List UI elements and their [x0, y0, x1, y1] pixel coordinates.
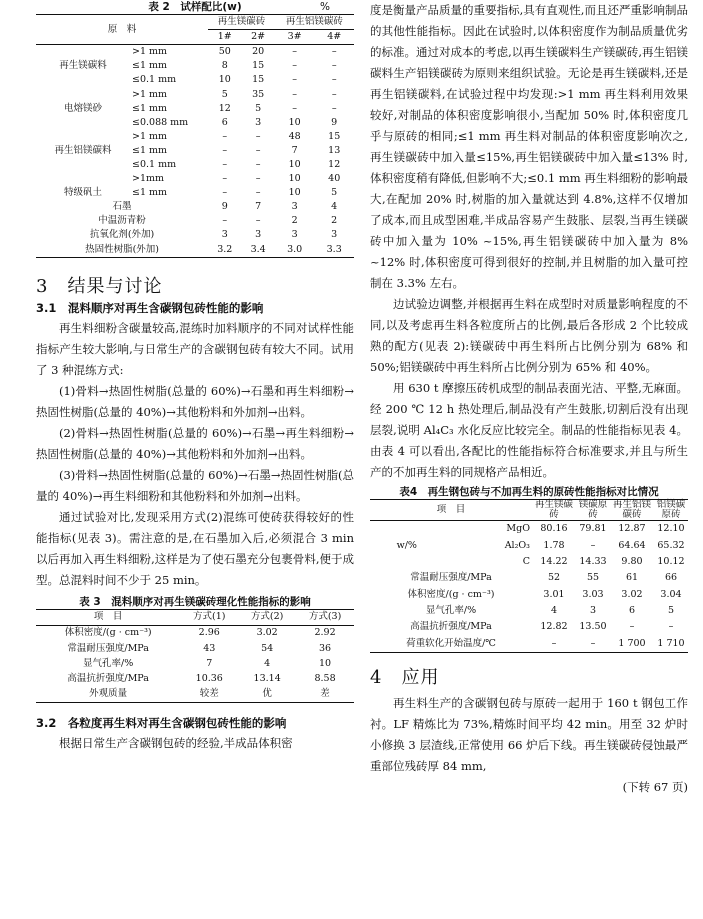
section4-para: 再生料生产的含碳钢包砖与原砖一起用于 160 t 钢包工作衬。LF 精炼比为 73%,精炼时间平均 42 min。用至 32 炉时小修换 3 层渣线,正常使用 66 炉后下线。再生镁碳砖侵蚀最严重部位残砖厚 84 mm, [370, 696, 688, 774]
table2-row [36, 87, 354, 101]
t4-header: 再生镁碳砖 [534, 499, 573, 520]
section32-para: 根据日常生产含碳钢包砖的经验,半成品体积密 [59, 735, 293, 750]
t3-item: 体积密度/(g · cm⁻³) [64, 627, 152, 639]
t3-header: 项 目 [93, 611, 123, 623]
t4-value: 65.32 [657, 539, 685, 551]
t3-value: 10 [319, 657, 332, 669]
table2-row [36, 172, 354, 186]
table3-row [36, 687, 354, 703]
table3-row [36, 625, 354, 641]
t4-value: 12.10 [657, 523, 685, 535]
t2-value: 5 [221, 88, 228, 100]
t2-size: ≤0.1 mm [132, 74, 177, 86]
left-column [36, 0, 354, 754]
t2-material [36, 130, 130, 144]
t2-value: 12 [328, 159, 341, 170]
t2-value: – [255, 173, 261, 185]
table2-caption: 表 2 试样配比(w) % [148, 1, 330, 13]
t4-value: 61 [625, 572, 639, 584]
t2-value: 15 [328, 130, 341, 142]
t2-value: – [331, 102, 337, 114]
t4-value: 14.22 [540, 555, 568, 567]
t2-material: 热固性树脂(外加) [85, 243, 159, 255]
t2-value: 3 [255, 229, 262, 241]
t2-value: 10 [288, 173, 301, 185]
section32-title: 3.2 各粒度再生料对再生含碳钢包砖性能的影响 [36, 715, 287, 730]
table2-row [36, 144, 354, 158]
t4-value: – [590, 637, 596, 649]
t4-header: 镁碳原砖 [578, 499, 608, 520]
right-para3: 用 630 t 摩擦压砖机成型的制品表面光洁、平整,无麻面。经 200 ℃ 12 h 热处理后,制品没有产生鼓胀,切割后没有出现层裂,说明 Al₄C₃ 水化反应比较完全。制品的性能指标见表 4。由表 4 可以看出,各配比的性能指标符合标准要求,并且与所生产的不加再生料的同规格产品相近。 [370, 381, 688, 479]
t2-header-sample: 3# [287, 31, 302, 43]
t2-size: ≤1 mm [132, 144, 168, 156]
t2-material: 特级矾土 [63, 187, 102, 199]
t4-item: 常温耐压强度/MPa [410, 572, 492, 584]
table2-row [36, 116, 354, 130]
t3-value: 2.92 [314, 627, 336, 639]
right-column [370, 0, 688, 795]
t3-value: 54 [261, 642, 274, 654]
t2-value: – [255, 215, 261, 227]
t2-value: 15 [252, 74, 265, 86]
t2-material: 再生铝镁碳料 [54, 144, 112, 156]
t4-sub: C [522, 555, 530, 567]
t2-material: 中温沥青粉 [98, 215, 146, 227]
t2-value: 3.3 [326, 243, 342, 255]
table4-caption: 表4 再生钢包砖与不加再生料的原砖性能指标对比情况 [399, 486, 659, 498]
table3-row [36, 641, 354, 656]
t3-value: 43 [203, 642, 216, 654]
t2-value: – [331, 46, 337, 58]
t2-value: – [222, 215, 228, 227]
t2-value: 48 [288, 130, 301, 142]
t2-value: 3 [291, 229, 298, 241]
mix-method-1: (1)骨料→热固性树脂(总量的 60%)→石墨和再生料细粉→热固性树脂(总量的 40%)→其他粉料和外加剂→出料。 [36, 383, 354, 419]
t4-value: 3.02 [621, 588, 643, 600]
table2-row [36, 158, 354, 172]
t2-value: 3 [255, 116, 262, 128]
t2-size: ≤0.088 mm [132, 116, 189, 128]
t4-value: 1 710 [657, 637, 685, 649]
t4-value: 10.12 [657, 555, 685, 567]
table3-row [36, 656, 354, 671]
t2-value: 3 [221, 229, 228, 241]
table3-caption: 表 3 混料顺序对再生镁碳砖理化性能指标的影响 [79, 595, 311, 608]
t3-value: 10.36 [195, 672, 223, 684]
t3-value: 7 [206, 657, 213, 669]
t4-value: 64.64 [618, 539, 646, 551]
t2-value: 3 [331, 229, 338, 241]
table4-row [370, 619, 688, 635]
t2-size: ≤0.1 mm [132, 159, 177, 170]
t4-sub: Al₂O₃ [504, 539, 530, 551]
t2-value: – [222, 144, 228, 156]
t2-header-sample: 4# [327, 31, 342, 43]
t2-size: >1 mm [132, 130, 168, 142]
t4-value: – [590, 539, 596, 551]
table4-row [370, 603, 688, 619]
t2-value: 9 [331, 116, 338, 128]
t4-item: 高温抗折强度/MPa [410, 621, 492, 633]
t2-value: 40 [328, 173, 341, 185]
t2-header-sample: 2# [251, 31, 266, 43]
table4-row [370, 554, 688, 570]
t4-value: 12.87 [618, 523, 646, 535]
table4 [370, 499, 688, 653]
t2-value: – [331, 74, 337, 86]
t2-material [36, 87, 130, 101]
t2-value: – [255, 130, 261, 142]
t3-value: 优 [262, 688, 272, 700]
t2-value: – [222, 187, 228, 199]
t3-item: 常温耐压强度/MPa [67, 642, 149, 654]
t3-value: 差 [320, 688, 330, 700]
t2-value: 2 [291, 215, 298, 227]
t2-material [36, 158, 130, 172]
t4-value: 55 [586, 572, 600, 584]
table2-unit: % [320, 1, 330, 13]
continued-note: (下转 67 页) [622, 780, 688, 795]
table4-body [370, 520, 688, 652]
t2-value: – [292, 60, 297, 72]
table2-row [36, 102, 354, 116]
t3-header: 方式(1) [193, 611, 226, 623]
t2-size: >1mm [132, 173, 165, 185]
t2-value: 3 [291, 201, 298, 213]
t4-value: – [551, 637, 557, 649]
t2-value: – [331, 60, 337, 72]
table3-body [36, 625, 354, 702]
section3-title: 3 结果与讨论 [36, 275, 163, 297]
t3-value: 2.96 [198, 627, 220, 639]
section4-title: 4 应用 [370, 667, 440, 689]
t2-value: – [222, 159, 228, 170]
t2-size: ≤1 mm [132, 187, 168, 199]
table2-row [36, 243, 354, 258]
t4-sub: MgO [506, 523, 530, 535]
t4-value: 5 [667, 605, 675, 617]
table3 [36, 609, 354, 703]
t2-value: 4 [331, 201, 338, 213]
t3-value: 4 [264, 657, 271, 669]
t3-value: 8.58 [314, 672, 336, 684]
t2-value: – [222, 173, 228, 185]
t2-value: 35 [252, 88, 265, 100]
right-para2: 边试验边调整,并根据再生料在成型时对质量影响程度的不同,以及考虑再生料各粒度所占的比例,最后各形成 2 个比较成熟的配方(见表 2):镁碳砖中再生料所占比例分别为 68% 和 50%;铝镁碳砖中再生料所占比例分别为 65% 和 40%。 [370, 297, 688, 374]
t4-value: 80.16 [540, 523, 568, 535]
t3-item: 外观质量 [89, 688, 128, 700]
t4-value: 9.80 [621, 555, 643, 567]
t3-item: 显气孔率/% [83, 657, 134, 669]
t2-value: 6 [221, 116, 228, 128]
t2-value: 5 [331, 187, 338, 199]
table4-row [370, 520, 688, 537]
t2-value: 5 [255, 102, 262, 114]
t2-value: 3.4 [250, 243, 266, 255]
t3-value: 3.02 [256, 627, 278, 639]
t4-value: 79.81 [579, 523, 607, 535]
table4-row [370, 537, 688, 553]
t2-value: 2 [331, 215, 338, 227]
t2-value: 13 [328, 144, 341, 156]
t4-header: 铝镁碳原砖 [656, 499, 686, 520]
t2-value: – [255, 187, 261, 199]
t2-header-mg: 再生镁碳砖 [208, 15, 275, 30]
t4-value: 14.33 [579, 555, 607, 567]
t2-value: 3.2 [217, 243, 233, 255]
t3-header: 方式(2) [250, 611, 284, 623]
t2-material: 石墨 [112, 201, 132, 213]
t4-value: 6 [628, 605, 636, 617]
t3-item: 高温抗折强度/MPa [67, 672, 149, 684]
t2-size: ≤1 mm [132, 102, 168, 114]
t3-value: 较差 [199, 688, 219, 700]
table2-row [36, 200, 354, 214]
t2-value: 9 [221, 201, 228, 213]
t2-value: 7 [255, 201, 262, 213]
table2-row [36, 130, 354, 144]
t2-value: 15 [252, 60, 265, 72]
t4-group [370, 554, 443, 570]
table2-row [36, 59, 354, 73]
t2-value: – [292, 74, 297, 86]
table2-row [36, 73, 354, 87]
t2-value: 8 [221, 60, 228, 72]
table2-row [36, 45, 354, 60]
t2-header-al: 再生铝镁碳砖 [275, 15, 354, 30]
t2-value: 3.0 [287, 243, 303, 255]
t2-material: 再生镁碳料 [59, 60, 107, 72]
t3-header: 方式(3) [308, 611, 342, 623]
mix-method-2: (2)骨料→热固性树脂(总量的 60%)→石墨→再生料细粉→热固性树脂(总量的 40%)→其他粉料和外加剂→出料。 [36, 425, 354, 461]
t2-value: 7 [291, 144, 298, 156]
table2 [36, 14, 354, 258]
t4-group [370, 520, 443, 537]
t2-material [36, 116, 130, 130]
t4-value: 13.50 [579, 621, 607, 633]
t3-value: 13.14 [253, 672, 281, 684]
t4-value: 1 700 [618, 637, 646, 649]
t2-value: – [331, 88, 337, 100]
t2-value: 12 [218, 102, 231, 114]
t2-value: 10 [288, 116, 301, 128]
t4-value: 52 [547, 572, 561, 584]
t2-value: – [292, 88, 297, 100]
t4-item: 荷重软化开始温度/℃ [406, 637, 496, 649]
right-para1: 度是衡量产品质量的重要指标,具有直观性,而且还严重影响制品的其他性能指标。因此在试验时,以体积密度作为制品质量优劣的标准。通过对成本的考虑,以再生镁碳料生产镁碳砖,再生铝镁碳料生产铝镁碳砖为原则来组织试验。无论是再生镁碳料,还是再生铝镁碳料,在试验过程中均发现:>1 mm 再生料利用效果较好,对制品的体积密度影响很小,当配加 50% 时,体积密度几乎与原砖的相同;≤1 mm 再生料对制品的体积密度影响次之,再生镁碳砖中加入量≤15%,再生铝镁碳砖中加入量≤13% 时,体积密度稍有降低,但影响不大;≤0.1 mm 再生料细粉的影响最大,在配加 20% 时,树脂的加入量就达到 4.8%,这样不仅增加了成本,而且成型困难,半成品容易产生鼓胀、层裂,当再生镁碳砖中加入量为 10% ~15%,再生铝镁碳砖中加入量为 8% ~12% 时,体积密度可得到很好的控制,并且树脂的加入量可控制在 3.3% 左右。 [370, 3, 688, 290]
t2-material: 电熔镁砂 [63, 102, 102, 114]
section31-para2: 通过试验对比,发现采用方式(2)混练可使砖获得较好的性能指标(见表 3)。需注意的是,在石墨加入后,必须混合 3 min 以后再加入再生料细粉,这样是为了使石墨充分包裹骨料,便于成型。总混料时间不少于 25 min。 [36, 509, 354, 587]
t4-item: 显气孔率/% [425, 605, 477, 617]
t2-size: >1 mm [132, 88, 168, 100]
t3-value: 36 [319, 642, 332, 654]
table2-row [36, 228, 354, 242]
t4-value: 3.03 [582, 588, 604, 600]
t2-value: 50 [218, 46, 231, 58]
t4-value: 4 [550, 605, 558, 617]
t4-header-item: 项 目 [436, 503, 466, 515]
table2-body [36, 45, 354, 257]
t2-value: 20 [252, 46, 265, 58]
t2-value: – [255, 144, 261, 156]
table2-row [36, 186, 354, 200]
t2-size: ≤1 mm [132, 60, 168, 72]
table4-row [370, 570, 688, 586]
t4-item: 体积密度/(g · cm⁻³) [407, 588, 495, 600]
t2-material [36, 172, 130, 186]
t4-value: – [668, 621, 674, 633]
t2-material: 抗氧化剂(外加) [89, 229, 155, 241]
mix-method-3: (3)骨料→热固性树脂(总量的 60%)→石墨→热固性树脂(总量的 40%)→再生料细粉和其他粉料和外加剂→出料。 [36, 467, 354, 503]
table4-row [370, 636, 688, 653]
t2-header-material: 原 料 [107, 23, 137, 35]
table2-row [36, 214, 354, 228]
t2-value: – [292, 102, 297, 114]
t4-value: 3.01 [543, 588, 565, 600]
t2-size: >1 mm [132, 46, 168, 58]
section31-title: 3.1 混料顺序对再生含碳钢包砖性能的影响 [36, 300, 264, 315]
t2-value: – [255, 159, 261, 170]
t2-value: 10 [288, 159, 301, 170]
t2-value: 10 [218, 74, 231, 86]
t4-value: – [629, 621, 635, 633]
t4-value: 66 [664, 572, 678, 584]
table3-row [36, 671, 354, 686]
t2-material [36, 45, 130, 60]
t2-value: – [222, 130, 228, 142]
section31-para1: 再生料细粉含碳量较高,混练时加料顺序的不同对试样性能指标产生较大影响,与日常生产的含碳钢包砖有较大不同。试用了 3 种混练方式: [36, 320, 354, 377]
t2-header-sample: 1# [217, 31, 232, 43]
t2-value: 10 [288, 187, 301, 199]
t2-material [36, 73, 130, 87]
t4-value: 3.04 [660, 588, 682, 600]
t4-group: w/% [396, 539, 417, 551]
t4-value: 1.78 [543, 539, 565, 551]
t2-value: – [292, 46, 297, 58]
table4-row [370, 587, 688, 603]
t4-header: 再生铝镁碳砖 [612, 499, 651, 520]
t4-value: 3 [589, 605, 597, 617]
t4-value: 12.82 [540, 621, 568, 633]
